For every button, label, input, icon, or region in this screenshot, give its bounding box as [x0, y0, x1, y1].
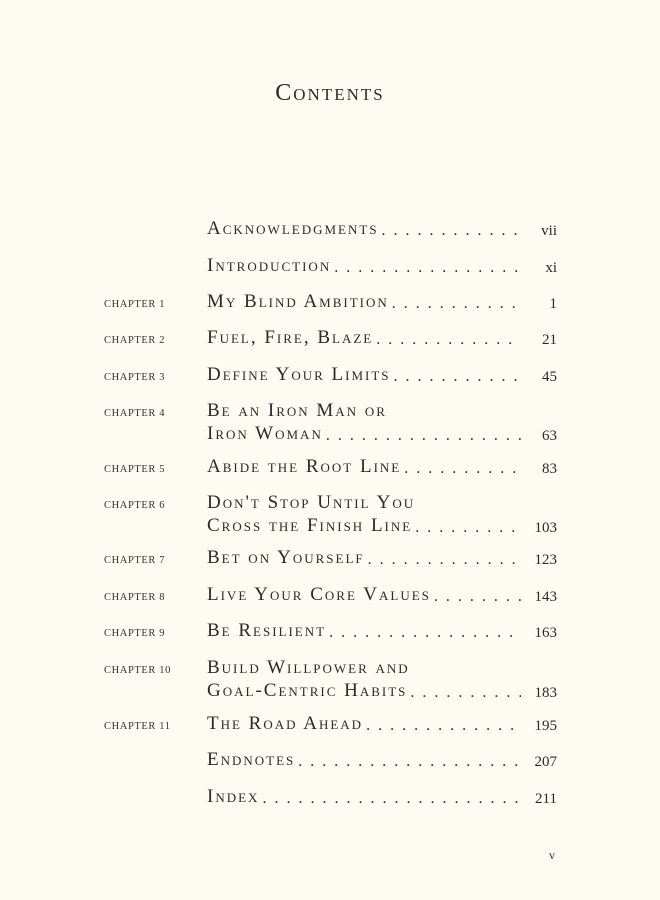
dot-leader [331, 259, 521, 277]
dot-leader [401, 460, 521, 478]
toc-title-line [207, 584, 557, 606]
toc-page-number: 211 [535, 791, 557, 807]
toc-page-number: 45 [542, 369, 557, 385]
toc-title: Be an Iron Man or [207, 400, 387, 421]
dot-leader [431, 588, 521, 606]
toc-title-line [207, 291, 557, 313]
toc-page-number: 123 [534, 552, 557, 568]
toc-title-line [207, 749, 557, 771]
toc-title-line [207, 218, 557, 240]
chapter-label: CHAPTER 4 [104, 408, 166, 419]
chapter-label: CHAPTER 1 [104, 299, 166, 310]
chapter-label: CHAPTER 3 [104, 372, 166, 383]
toc-page-number: 83 [542, 461, 557, 477]
toc-page-number: 21 [542, 332, 557, 348]
dot-leader [326, 624, 521, 642]
page-title: Contents [275, 80, 385, 106]
dot-leader [389, 295, 521, 313]
toc-title: My Blind Ambition [207, 291, 389, 312]
toc-title-line [207, 515, 557, 537]
dot-leader [323, 427, 521, 445]
toc-title: Abide the Root Line [207, 456, 402, 477]
toc-title-line [207, 364, 557, 386]
toc-page-number: 63 [542, 428, 557, 444]
chapter-label: CHAPTER 8 [104, 592, 166, 603]
chapter-label: CHAPTER 7 [104, 555, 166, 566]
toc-title-line [207, 680, 557, 702]
toc-title: Cross the Finish Line [207, 515, 413, 536]
toc-page-number: 207 [534, 754, 557, 770]
chapter-label: CHAPTER 2 [104, 335, 166, 346]
toc-title-line [207, 255, 557, 277]
dot-leader [412, 519, 521, 537]
toc-title-line [207, 547, 557, 569]
toc-title-line [207, 423, 557, 445]
dot-leader [407, 684, 521, 702]
chapter-label: CHAPTER 11 [104, 721, 171, 732]
toc-title: The Road Ahead [207, 713, 364, 734]
chapter-label: CHAPTER 10 [104, 665, 171, 676]
toc-title-line [207, 327, 557, 349]
toc-title: Define Your Limits [207, 364, 391, 385]
toc-page-number: xi [545, 260, 557, 276]
toc-title-line [207, 786, 557, 808]
toc-title: Build Willpower and [207, 657, 410, 678]
toc-page-number: 1 [549, 296, 557, 312]
dot-leader [391, 368, 521, 386]
page-number: v [549, 848, 555, 862]
toc-title: Fuel, Fire, Blaze [207, 327, 374, 348]
toc-title: Endnotes [207, 749, 296, 770]
toc-title: Introduction [207, 255, 332, 276]
toc-title-line [207, 713, 557, 735]
toc-title-continued [207, 492, 557, 514]
toc-title: Don't Stop Until You [207, 492, 416, 513]
toc-page-number: 163 [534, 625, 557, 641]
dot-leader [259, 790, 521, 808]
chapter-label: CHAPTER 5 [104, 464, 166, 475]
toc-title-line [207, 456, 557, 478]
dot-leader [365, 551, 521, 569]
toc-title: Acknowledgments [207, 218, 379, 239]
toc-title: Live Your Core Values [207, 584, 431, 605]
toc-title: Goal-Centric Habits [207, 680, 408, 701]
toc-title-continued [207, 400, 557, 422]
toc-title-line [207, 620, 557, 642]
dot-leader [373, 331, 521, 349]
toc-title-continued [207, 657, 557, 679]
toc-page-number: 195 [534, 718, 557, 734]
toc-page-number: 143 [534, 589, 557, 605]
dot-leader [379, 222, 521, 240]
chapter-label: CHAPTER 9 [104, 628, 166, 639]
toc-page-number: 183 [534, 685, 557, 701]
dot-leader [295, 753, 521, 771]
chapter-label: CHAPTER 6 [104, 500, 166, 511]
dot-leader [363, 717, 521, 735]
toc-title: Iron Woman [207, 423, 323, 444]
toc-page-number: vii [541, 223, 557, 239]
toc-title: Bet on Yourself [207, 547, 365, 568]
toc-title: Index [207, 786, 260, 807]
toc-title: Be Resilient [207, 620, 327, 641]
toc-page-number: 103 [534, 520, 557, 536]
